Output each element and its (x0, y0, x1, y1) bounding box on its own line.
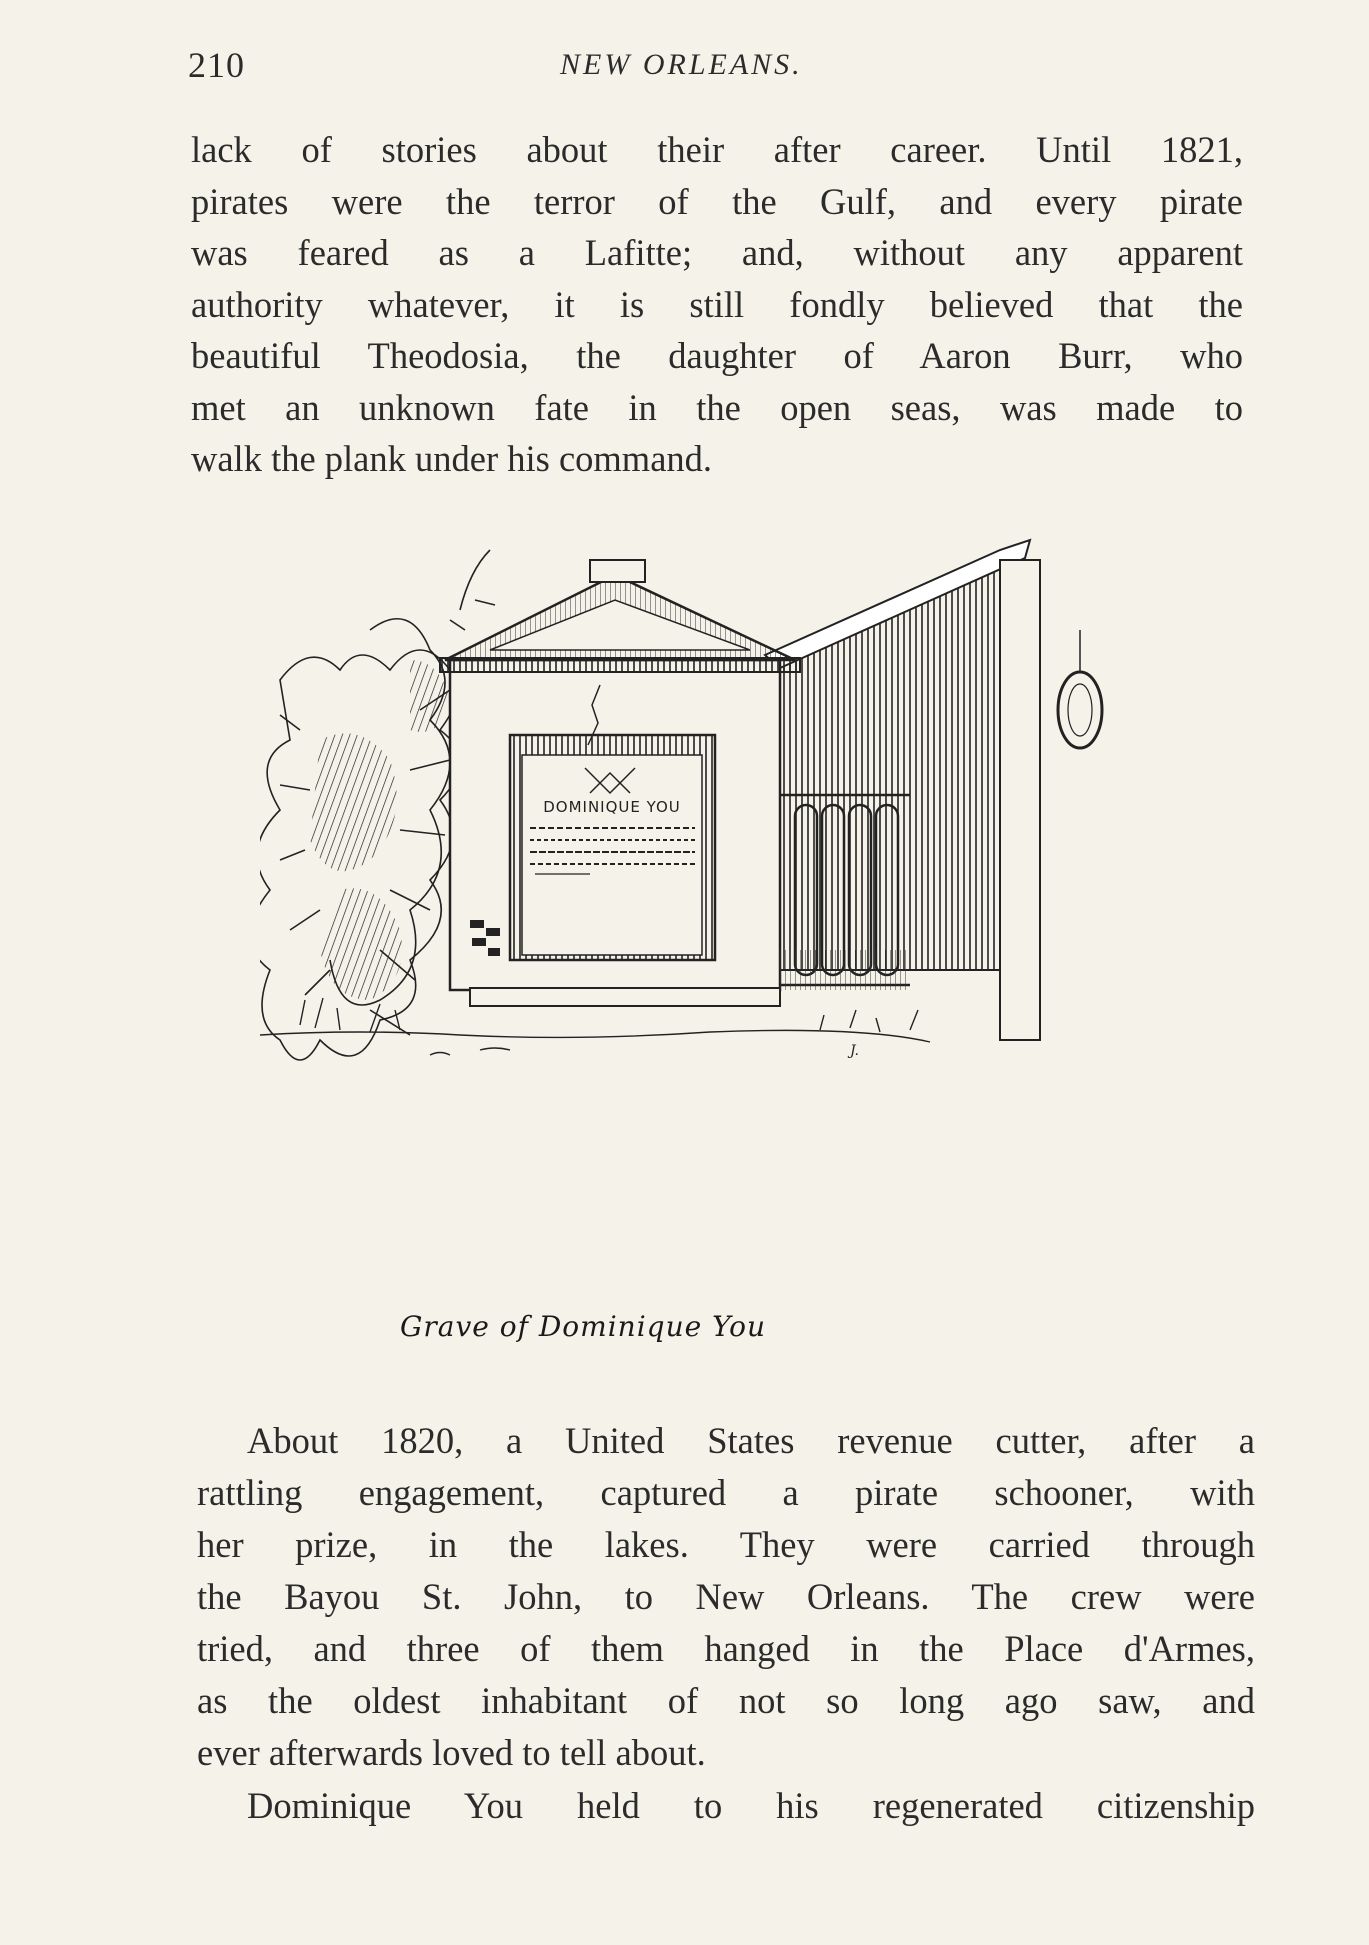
text-line: pirates were the terror of the Gulf, and every pirate (191, 180, 1243, 222)
slab (522, 755, 702, 955)
text-line: About 1820, a United States revenue cutter, after a (247, 1420, 1255, 1461)
text-line: authority whatever, it is still fondly believed that the (191, 283, 1243, 325)
text-line: lack of stories about their after career. Until 1821, (191, 129, 1243, 170)
text-line: met an unknown fate in the open seas, was made to (191, 386, 1243, 428)
text-line: the Bayou St. John, to New Orleans. The crew were (197, 1576, 1255, 1617)
text-line: her prize, in the lakes. They were carried through (197, 1524, 1255, 1565)
fence-shadow (780, 950, 910, 990)
text-line: Dominique You held to his regenerated citizenship (247, 1785, 1255, 1826)
foliage-hatch (310, 660, 450, 1000)
text-line: walk the plank under his command. (191, 438, 713, 479)
illustration-caption: Grave of Dominique You (400, 1310, 767, 1343)
text-line: as the oldest inhabitant of not so long ago saw, and (197, 1680, 1255, 1721)
text-line: ever afterwards loved to tell about. (197, 1732, 706, 1773)
tomb-illustration (260, 510, 1160, 1380)
paragraph-top (191, 124, 1243, 485)
running-head: NEW ORLEANS. (560, 48, 803, 81)
text-line: rattling engagement, captured a pirate schooner, with (197, 1472, 1255, 1513)
page-number: 210 (188, 45, 245, 85)
artist-signature: J. (850, 1043, 859, 1059)
tomb-drawing (260, 510, 1160, 1380)
tomb-base (470, 988, 780, 1006)
cornice (440, 658, 800, 672)
pier-right (1000, 560, 1040, 1040)
paragraph-last (197, 1780, 1255, 1832)
text-line: was feared as a Lafitte; and, without any apparent (191, 232, 1243, 273)
text-line: tried, and three of them hanged in the Place d'Armes, (197, 1628, 1255, 1669)
paragraph-bottom (197, 1415, 1255, 1779)
text-line: beautiful Theodosia, the daughter of Aaron Burr, who (191, 335, 1243, 376)
pediment-cap (590, 560, 645, 582)
tomb-inscription: DOMINIQUE YOU (543, 798, 681, 816)
